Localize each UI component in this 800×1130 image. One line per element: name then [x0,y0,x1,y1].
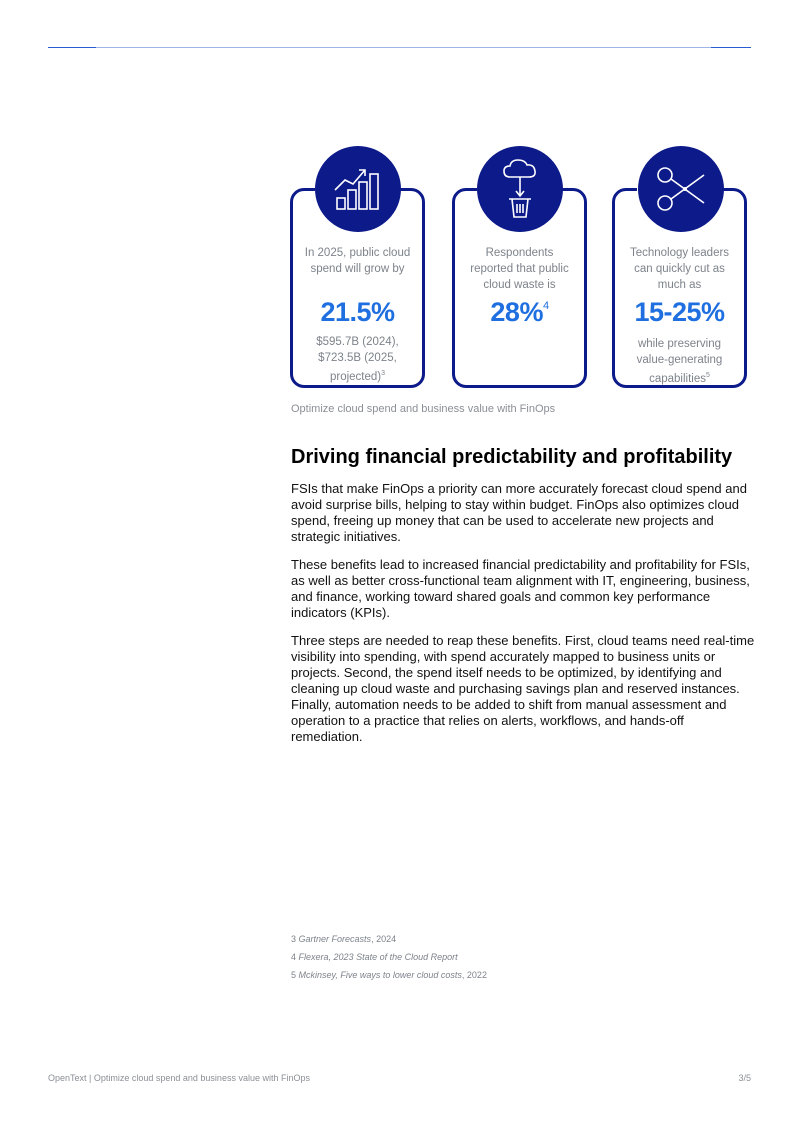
paragraph: These benefits lead to increased financial predictability and profitability for FSIs, as well as better cross-functional team alignment with IT, engineering, business, and finance, working toward shared goals and common key performance indicators (KPIs). [291,557,750,620]
stat-sub: while preserving value-generating capabilities$^5$ [636,338,723,385]
top-rule-accent-left [48,47,96,48]
top-rule-accent-right [711,47,751,48]
scissors-icon [638,146,724,232]
stat-lead: Respondents reported that public cloud waste is [470,247,569,291]
section-heading: Driving financial predictability and profitability [291,446,733,468]
stat-lead: In 2025, public cloud spend will grow by [304,247,411,275]
page-footer: OpenText | Optimize cloud spend and business value with FinOps [48,1073,310,1083]
stat-value: 28%$^4$ [490,297,549,327]
footnote: 5 Mckinsey, Five ways to lower cloud costs, 2022 [291,970,487,980]
stat-value: 21.5% [320,297,395,327]
stat-lead: Technology leaders can quickly cut as much as [629,247,730,291]
footnote: 4 Flexera, 2023 State of the Cloud Report [291,952,458,962]
paragraph: FSIs that make FinOps a priority can more accurately forecast cloud spend and avoid surprise bills, helping to stay within budget. FinOps also optimizes cloud spend, freeing up money that can be used to accelerate new projects and strategic initiatives. [291,481,747,544]
stat-sub: $595.7B (2024), $723.5B (2025, projected)$^3$ [316,336,399,383]
top-rule [48,47,751,48]
page-number: 3/5 [738,1073,751,1083]
bar-chart-growth-icon [315,146,401,232]
paragraph: Three steps are needed to reap these benefits. First, cloud teams need real-time visibility into spending, with spend accurately mapped to business units or projects. Second, the spend itself needs to be optimized, by identifying and cleaning up cloud waste and purchasing savings plan and reserved instances. Finally, automation needs to be added to shift from manual assessment and operation to a practice that relies on alerts, workflows, and hands-off remediation. [291,633,755,744]
cloud-to-trash-icon [477,146,563,232]
footnote: 3 Gartner Forecasts, 2024 [291,934,397,944]
figure-caption: Optimize cloud spend and business value with FinOps [291,403,556,415]
stat-value: 15-25% [634,297,725,327]
